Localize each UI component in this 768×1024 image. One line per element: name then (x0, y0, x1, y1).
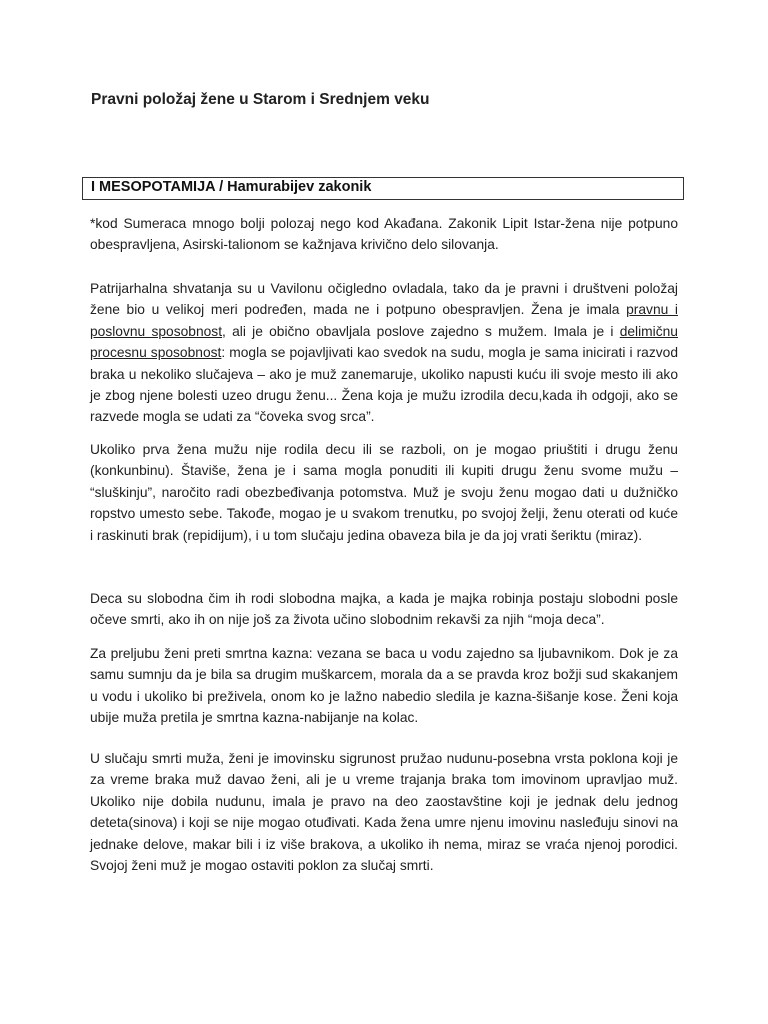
paragraph-text-segment: : mogla se pojavljivati kao svedok na sudu, mogla je sama inicirati i razvod braka u nekoliko slučajeva – ako je muž zanemaruje, ukoliko napusti kuću ili svoje mesto ili ako je zbog njene bolesti uzeo drugu ženu... Žena koja je mužu izrodila decu,kada ih odgoji, ako se razvede mogla se udati za “čoveka svog srca”. (90, 345, 678, 425)
paragraph-patriarchal-views (90, 278, 678, 428)
paragraph-adultery: Za preljubu ženi preti smrtna kazna: vezana se baca u vodu zajedno sa ljubavnikom. Dok je za samu sumnju da je bila sa drugim muškarcem, morala da a se pravda kroz božji sud skakanjem u vodu i ukoliko bi preživela, onom ko je lažno nabedio sledila je kazna-šišanje kose. Ženi koja ubije muža pretila je smrtna kazna-nabijanje na kolac. (90, 646, 678, 726)
underlined-term-legal-capacity: pravnu i poslovnu sposobnost (90, 302, 678, 339)
section-heading-box (82, 177, 684, 200)
underlined-term-procedural-capacity: delimičnu procesnu sposobnost (90, 323, 678, 361)
paragraph-text-segment: , ali je obično obavljala poslove zajedno s mužem. Imala je i (222, 323, 620, 339)
paragraph-children-status: Deca su slobodna čim ih rodi slobodna majka, a kada je majka robinja postaju slobodni posle očeve smrti, ako ih on nije još za života učino slobodnim rekavši za njih “moja deca”. (90, 591, 678, 628)
paragraph-second-wife: Ukoliko prva žena mužu nije rodila decu ili se razboli, on je mogao priuštiti i drugu ženu (konkunbinu). Štaviše, žena je i sama mogla ponuditi ili kupiti drugu ženu svome mužu – “sluškinju”, naročito radi obezbeđivanja potomstva. Muž je svoju ženu mogao dati u dužničko ropstvo umesto sebe. Takođe, mogao je u svakom trenutku, po svojoj želji, ženu oterati od kuće i raskinuti brak (repidijum), i u tom slučaju jedina obaveza bila je da joj vrati šeriktu (miraz). (90, 442, 678, 543)
document-title: Pravni položaj žene u Starom i Srednjem veku (91, 91, 430, 108)
paragraph-text-segment: Patrijarhalna shvatanja su u Vavilonu očigledno ovladala, tako da je pravni i društveni položaj žene bio u velikoj meri podređen, mada ne i potpuno obespravljen. Žena je imala (90, 281, 678, 318)
paragraph-sumerian-note: *kod Sumeraca mnogo bolji polozaj nego kod Akađana. Zakonik Lipit Istar-žena nije potpuno obespravljena, Asirski-talionom se kažnjava krivično delo silovanja. (90, 216, 678, 253)
section-heading: I MESOPOTAMIJA / Hamurabijev zakonik (91, 179, 372, 195)
paragraph-inheritance: U slučaju smrti muža, ženi je imovinsku sigrunost pružao nudunu-posebna vrsta poklona koji je za vreme braka muž davao ženi, ali je u vreme trajanja braka tom imovinom upravljao muž. Ukoliko nije dobila nudunu, imala je pravo na deo zaostavštine koji je jednak delu jednog deteta(sinova) i koji se nije mogao otuđivati. Kada žena umre njenu imovinu nasleđuju sinovi na jednake delove, makar bili i iz više brakova, a ukoliko ih nema, miraz se vraća njenoj porodici. Svojoj ženi muž je mogao ostaviti poklon za slučaj smrti. (90, 751, 678, 874)
